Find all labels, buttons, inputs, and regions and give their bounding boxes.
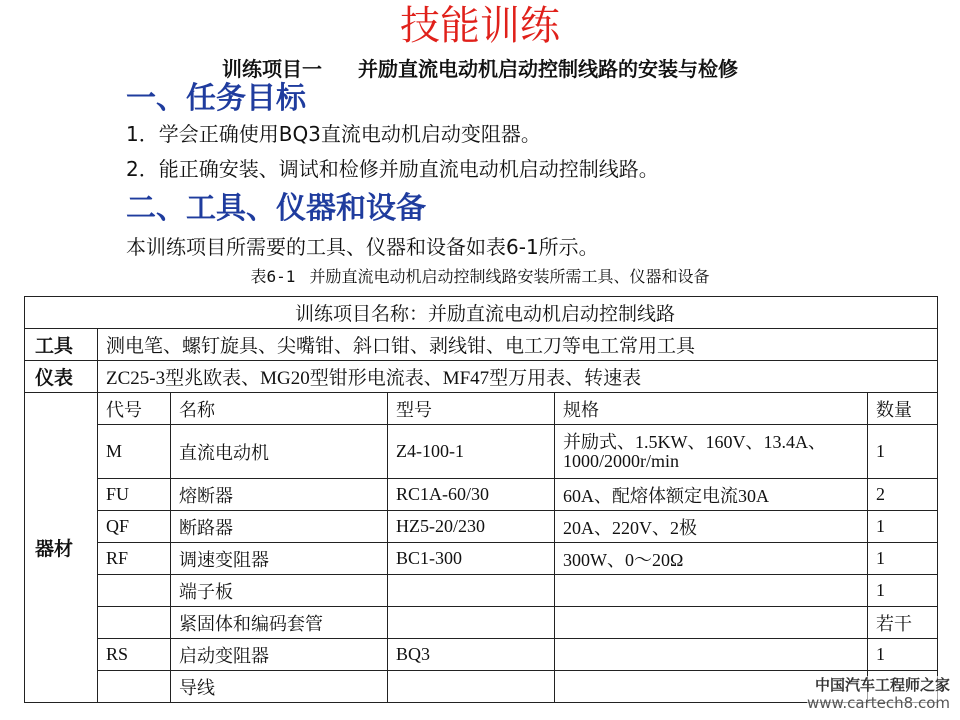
instruments-label: 仪表 (25, 361, 98, 393)
cell-name: 调速变阻器 (171, 543, 388, 575)
cell-qty: 1 (868, 511, 938, 543)
cell-spec (555, 639, 868, 671)
cell-code: QF (98, 511, 171, 543)
cell-qty: 2 (868, 479, 938, 511)
tools-row (25, 329, 938, 361)
cell-code (98, 575, 171, 607)
cell-qty: 1 (868, 425, 938, 479)
column-header-name: 名称 (171, 393, 388, 425)
tools-label: 工具 (25, 329, 98, 361)
table-row (25, 671, 938, 703)
training-project-name: 训练项目名称：并励直流电动机启动控制线路 (25, 297, 938, 329)
table-row (25, 575, 938, 607)
objective-item: 2．能正确安装、调试和检修并励直流电动机启动控制线路。 (126, 157, 659, 181)
column-header-model: 型号 (388, 393, 555, 425)
slide-title: 技能训练 (400, 3, 560, 49)
table-row (25, 607, 938, 639)
cell-name: 熔断器 (171, 479, 388, 511)
equipment-columns-row (25, 393, 938, 425)
cell-name: 端子板 (171, 575, 388, 607)
cell-spec: 并励式、1.5KW、160V、13.4A、1000/2000r/min (555, 425, 868, 479)
cell-spec: 60A、配熔体额定电流30A (555, 479, 868, 511)
cell-spec (555, 575, 868, 607)
cell-model: Z4-100-1 (388, 425, 555, 479)
column-header-qty: 数量 (868, 393, 938, 425)
equipment-label: 器材 (25, 393, 98, 703)
tools-value: 测电笔、螺钉旋具、尖嘴钳、斜口钳、剥线钳、电工刀等电工常用工具 (98, 329, 938, 361)
cell-name: 启动变阻器 (171, 639, 388, 671)
cell-model: BQ3 (388, 639, 555, 671)
cell-spec: 300W、0～20Ω (555, 543, 868, 575)
table-caption-text: 并励直流电动机启动控制线路安装所需工具、仪器和设备 (309, 267, 710, 286)
table-row (25, 425, 938, 479)
watermark-site-name: 中国汽车工程师之家 (814, 676, 950, 694)
equipment-table (24, 296, 938, 703)
watermark-url: www.cartech8.com (806, 694, 950, 712)
objective-item: 1．学会正确使用BQ3直流电动机启动变阻器。 (126, 122, 541, 146)
cell-code (98, 671, 171, 703)
table-row (25, 511, 938, 543)
table-row (25, 639, 938, 671)
cell-name: 直流电动机 (171, 425, 388, 479)
table-row (25, 543, 938, 575)
cell-qty: 1 (868, 575, 938, 607)
column-header-code: 代号 (98, 393, 171, 425)
cell-qty: 1 (868, 543, 938, 575)
tools-intro-text: 本训练项目所需要的工具、仪器和设备如表6-1所示。 (126, 235, 599, 259)
cell-code: RS (98, 639, 171, 671)
cell-model (388, 575, 555, 607)
project-name: 并励直流电动机启动控制线路的安装与检修 (358, 57, 738, 81)
cell-model (388, 607, 555, 639)
cell-code: RF (98, 543, 171, 575)
column-header-spec: 规格 (555, 393, 868, 425)
cell-model (388, 671, 555, 703)
instruments-value: ZC25-3型兆欧表、MG20型钳形电流表、MF47型万用表、转速表 (98, 361, 938, 393)
cell-name: 导线 (171, 671, 388, 703)
table-header-row (25, 297, 938, 329)
cell-spec: 20A、220V、2极 (555, 511, 868, 543)
cell-name: 断路器 (171, 511, 388, 543)
cell-code: M (98, 425, 171, 479)
project-label: 训练项目一 (222, 57, 322, 81)
table-caption (0, 266, 960, 288)
cell-code: FU (98, 479, 171, 511)
cell-model: RC1A-60/30 (388, 479, 555, 511)
table-row (25, 479, 938, 511)
cell-qty: 1 (868, 639, 938, 671)
cell-qty: 若干 (868, 607, 938, 639)
instruments-row (25, 361, 938, 393)
cell-name: 紧固体和编码套管 (171, 607, 388, 639)
section-heading-objectives: 一、任务目标 (126, 81, 306, 116)
cell-code (98, 607, 171, 639)
table-caption-number: 表6-1 (250, 267, 296, 286)
cell-model: HZ5-20/230 (388, 511, 555, 543)
project-title (0, 55, 960, 83)
section-heading-tools: 二、工具、仪器和设备 (126, 191, 426, 226)
site-watermark (807, 676, 950, 712)
cell-model: BC1-300 (388, 543, 555, 575)
cell-spec (555, 607, 868, 639)
